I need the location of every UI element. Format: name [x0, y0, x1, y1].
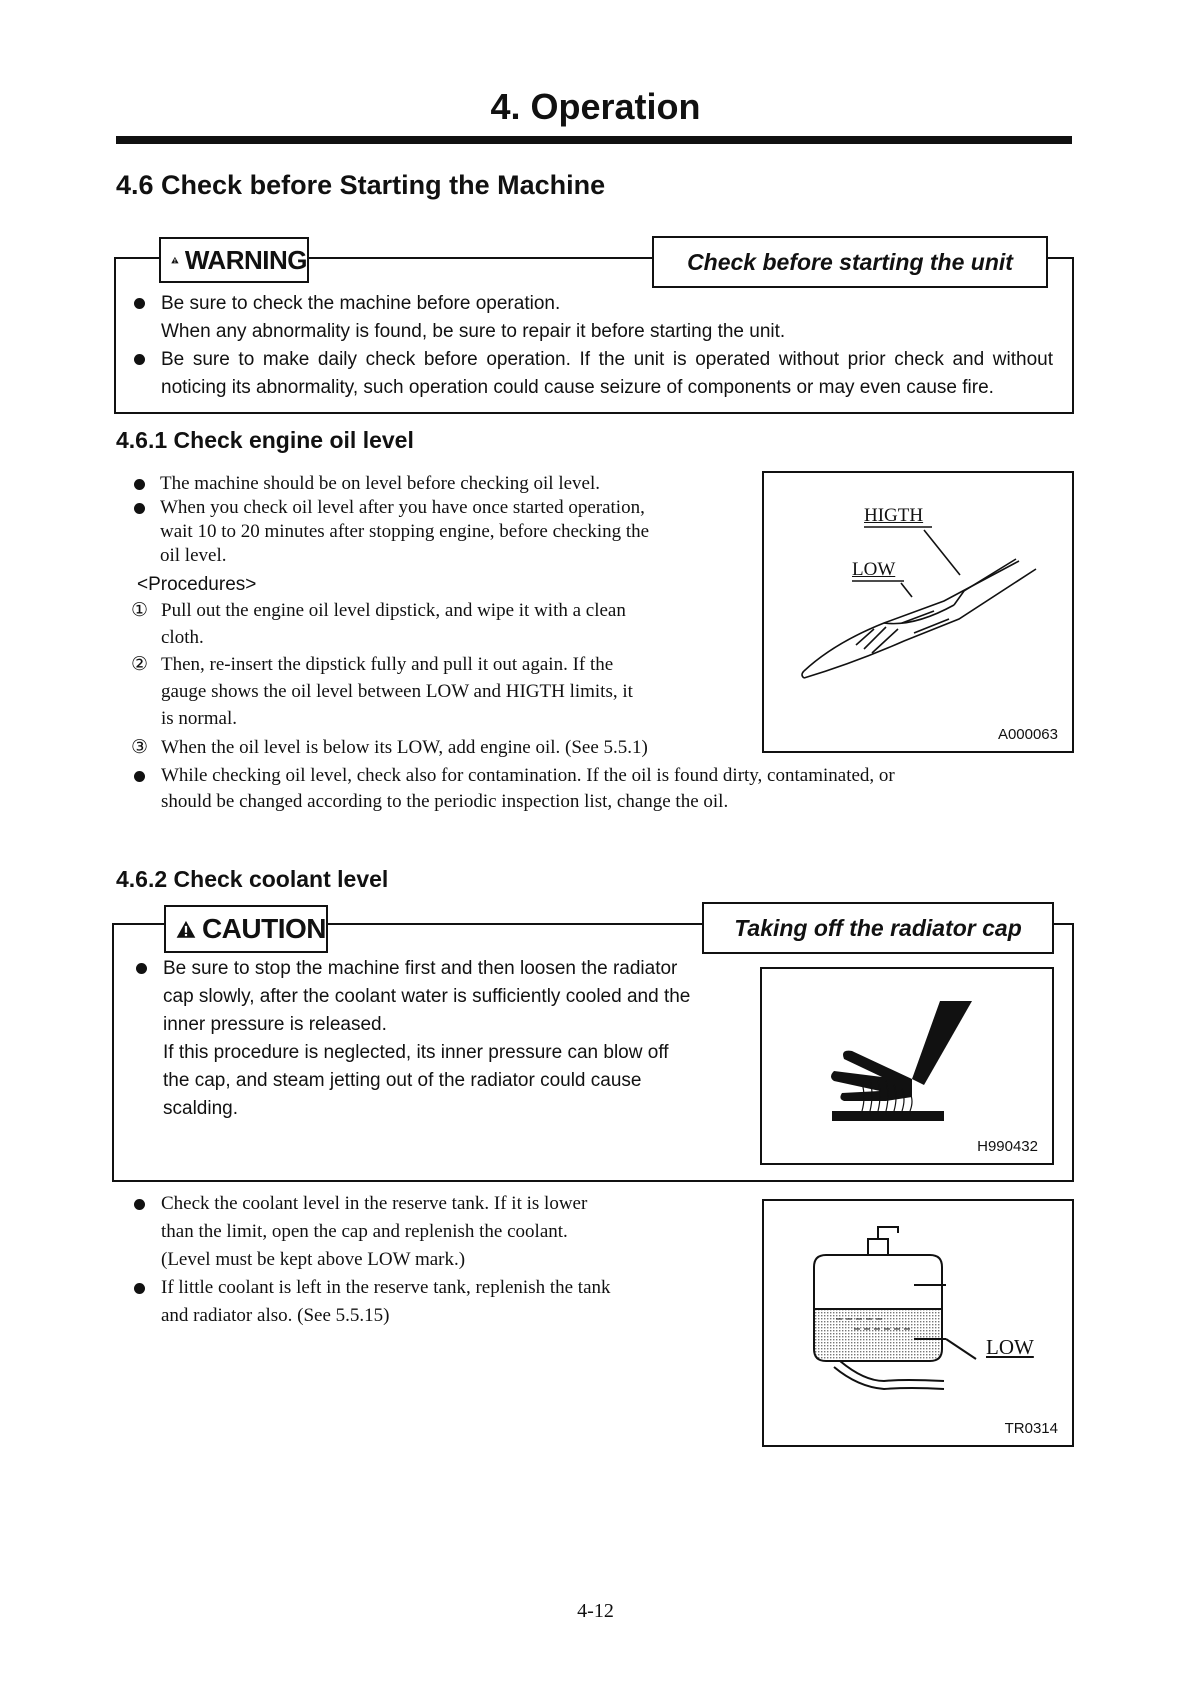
caution-line: scalding.: [163, 1098, 238, 1119]
warning-triangle-icon: [171, 245, 179, 275]
step-number: ③: [131, 737, 149, 758]
bullet: [134, 479, 145, 490]
step-line: Then, re-insert the dipstick fully and pull it out again. If the: [161, 654, 614, 675]
bullet: [134, 503, 145, 514]
step-line: cloth.: [161, 627, 204, 648]
oil-bullet: The machine should be on level before checking oil level.: [160, 473, 601, 494]
warning-item: noticing its abnormality, such operation could cause seizure of components or may even cause fire.: [161, 377, 994, 398]
bullet: [134, 1199, 145, 1210]
coolant-bullet: If little coolant is left in the reserve tank, replenish the tank: [161, 1277, 611, 1298]
step-line: is normal.: [161, 708, 237, 729]
step-line: When the oil level is below its LOW, add engine oil. (See 5.5.1): [161, 737, 648, 758]
caution-line: inner pressure is released.: [163, 1014, 387, 1035]
section-title: 4.6 Check before Starting the Machine: [116, 170, 606, 200]
oil-section-title: 4.6.1 Check engine oil level: [116, 427, 414, 453]
warning-label-text: WARNING: [184, 244, 307, 275]
figure-id: A000063: [997, 726, 1058, 743]
hot-surface-figure: [760, 967, 1054, 1165]
low-level-label: LOW: [986, 1335, 1034, 1359]
caution-label: [164, 905, 328, 953]
step-number: ②: [131, 654, 149, 675]
warning-item: Be sure to make daily check before operation. If the unit is operated without prior check and without: [161, 349, 1053, 370]
caution-line: If this procedure is neglected, its inner pressure can blow off: [163, 1042, 669, 1063]
oil-bullet: When you check oil level after you have once started operation,: [160, 497, 645, 518]
warning-triangle-icon: [176, 913, 196, 945]
step-line: gauge shows the oil level between LOW and HIGTH limits, it: [161, 681, 633, 702]
procedures-label: <Procedures>: [137, 574, 257, 595]
oil-note: While checking oil level, check also for contamination. If the oil is found dirty, contaminated, or: [161, 765, 895, 786]
coolant-bullet: and radiator also. (See 5.5.15): [161, 1305, 390, 1326]
figure-id: H990432: [977, 1138, 1038, 1155]
chapter-rule: [116, 136, 1072, 144]
coolant-section-title: 4.6.2 Check coolant level: [116, 866, 389, 892]
dipstick-figure: [762, 471, 1074, 753]
reserve-tank-illustration: [764, 1201, 1072, 1445]
chapter-title: 4. Operation: [490, 86, 701, 127]
hand-steam-illustration: [762, 969, 1052, 1163]
reserve-tank-figure: [762, 1199, 1074, 1447]
coolant-bullet: Check the coolant level in the reserve tank. If it is lower: [161, 1193, 588, 1214]
bullet: [134, 1283, 145, 1294]
warning-item: Be sure to check the machine before operation.: [161, 293, 561, 314]
caution-topic: Taking off the radiator cap: [702, 902, 1054, 954]
oil-bullet: wait 10 to 20 minutes after stopping engine, before checking the: [160, 521, 650, 542]
bullet: [136, 963, 147, 974]
bullet: [134, 771, 145, 782]
warning-item: When any abnormality is found, be sure to repair it before starting the unit.: [161, 321, 786, 342]
low-level-label: LOW: [852, 559, 896, 580]
bullet: [134, 354, 145, 365]
step-line: Pull out the engine oil level dipstick, and wipe it with a clean: [161, 600, 626, 621]
page-number: 4-12: [577, 1600, 614, 1622]
caution-line: the cap, and steam jetting out of the radiator could cause: [163, 1070, 642, 1091]
caution-line: cap slowly, after the coolant water is sufficiently cooled and the: [163, 986, 691, 1007]
coolant-bullet: (Level must be kept above LOW mark.): [161, 1249, 466, 1270]
caution-label-text: CAUTION: [201, 913, 326, 944]
caution-line: Be sure to stop the machine first and then loosen the radiator: [163, 958, 678, 979]
high-level-label: HIGTH: [864, 505, 924, 526]
oil-bullet: oil level.: [160, 545, 227, 566]
figure-id: TR0314: [1004, 1420, 1058, 1437]
warning-topic: Check before starting the unit: [652, 236, 1048, 288]
bullet: [134, 298, 145, 309]
step-number: ①: [131, 600, 149, 621]
coolant-bullet: than the limit, open the cap and replenish the coolant.: [161, 1221, 568, 1242]
oil-note: should be changed according to the periodic inspection list, change the oil.: [161, 791, 729, 812]
warning-label: [159, 237, 309, 283]
